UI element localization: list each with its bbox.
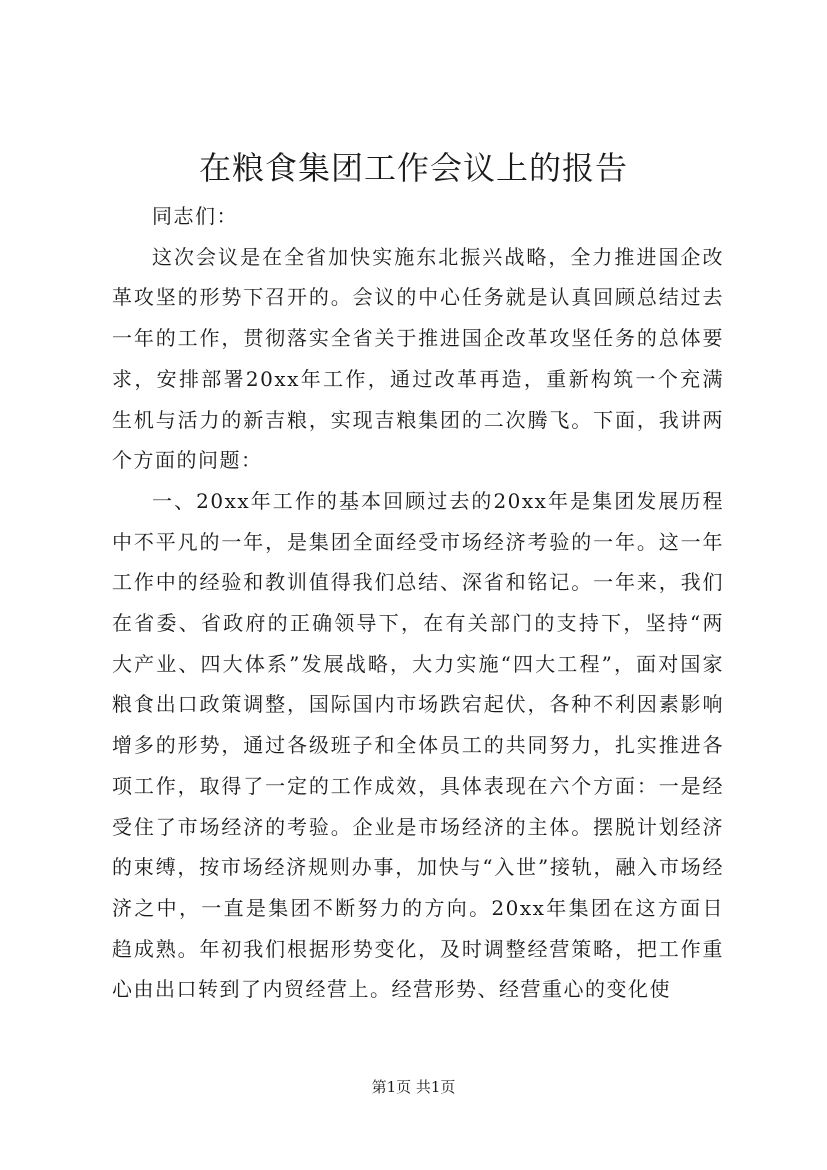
page-footer: 第1页 共1页 — [371, 1078, 456, 1096]
paragraph-review: 一、20xx年工作的基本回顾过去的20xx年是集团发展历程中不平凡的一年，是集团全面经受市场经济考验的一年。这一年工作中的经验和教训值得我们总结、深省和铭记。一年来，我们在省委、省政府的正确领导下，在有关部门的支持下，坚持“两大产业、四大体系”发展战略，大力实施“四大工程”，面对国家粮食出口政策调整，国际国内市场跌宕起伏，各种不利因素影响增多的形势，通过各级班子和全体员工的共同努力，扎实推进各项工作，取得了一定的工作成效，具体表现在六个方面：一是经受住了市场经济的考验。企业是市场经济的主体。摆脱计划经济的束缚，按市场经济规则办事，加快与“入世”接轨，融入市场经济之中，一直是集团不断努力的方向。20xx年集团在这方面日趋成熟。年初我们根据形势变化，及时调整经营策略，把工作重心由出口转到了内贸经营上。经营形势、经营重心的变化使 — [112, 488, 724, 1002]
document-title: 在粮食集团工作会议上的报告 — [198, 149, 628, 187]
greeting-line: 同志们： — [152, 204, 238, 228]
document-body — [112, 196, 724, 1010]
paragraph-intro: 这次会议是在全省加快实施东北振兴战略，全力推进国企改革攻坚的形势下召开的。会议的中心任务就是认真回顾总结过去一年的工作，贯彻落实全省关于推进国企改革攻坚任务的总体要求，安排部署20xx年工作，通过改革再造，重新构筑一个充满生机与活力的新吉粮，实现吉粮集团的二次腾飞。下面，我讲两个方面的问题： — [112, 244, 724, 473]
